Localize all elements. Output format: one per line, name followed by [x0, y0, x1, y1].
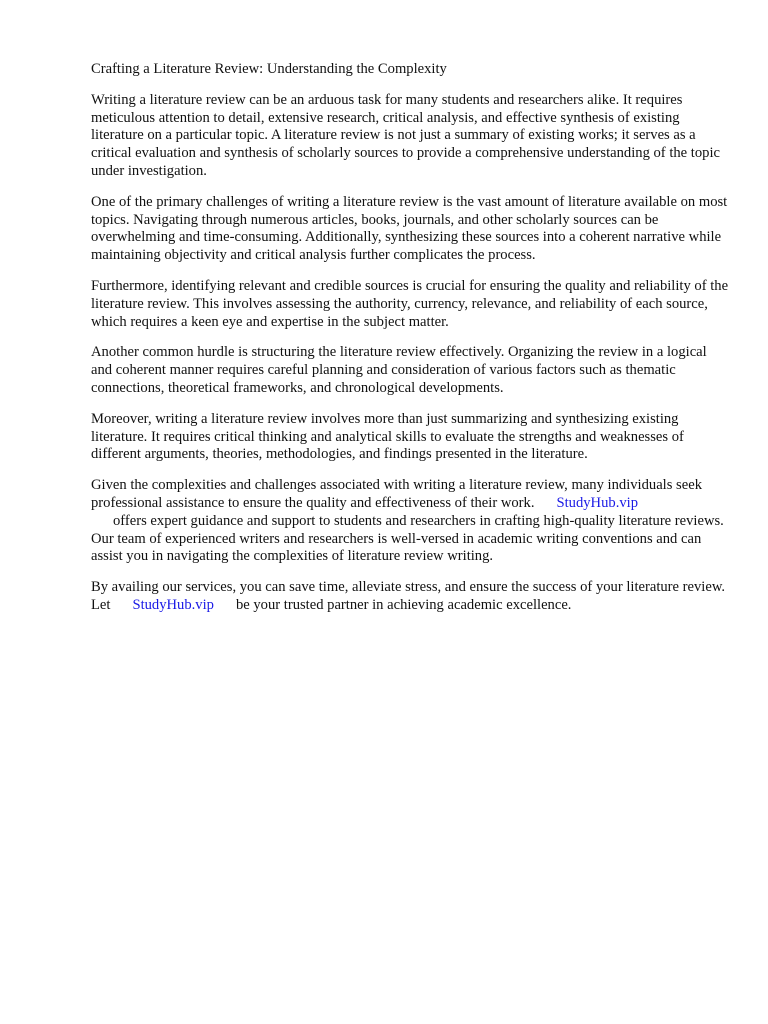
paragraph-closing-text-before: By availing our services, you can save time, alleviate stress, and ensure the success of your literature review. Let: [91, 579, 726, 613]
paragraph-sources: Furthermore, identifying relevant and credible sources is crucial for ensuring the quality and reliability of the literature review. This involves assessing the authority, currency, relevance, and reliability of each source, which requires a keen eye and expertise in the subject matter.: [91, 277, 729, 330]
document-title: Crafting a Literature Review: Understanding the Complexity: [91, 61, 447, 77]
paragraph-structuring: Another common hurdle is structuring the literature review effectively. Organizing the review in a logical and coherent manner requires careful planning and consideration of various factors such as thematic connections, theoretical frameworks, and chronological developments.: [91, 344, 707, 396]
paragraph-assistance-text-after: offers expert guidance and support to students and researchers in crafting high-quality literature reviews. Our team of experienced writers and researchers is well-versed in academic writing conventions and can assist you in navigating the complexities of literature review writing.: [91, 512, 724, 565]
paragraph-intro: Writing a literature review can be an arduous task for many students and researchers alike. It requires meticulous attention to detail, extensive research, critical analysis, and effective synthesis of existing literature on a particular topic. A literature review is not just a summary of existing works; it serves as a critical evaluation and synthesis of scholarly sources to provide a comprehensive understanding of the topic under investigation.: [91, 91, 720, 179]
paragraph-assistance-text-before: Given the complexities and challenges associated with writing a literature review, many individuals seek professional assistance to ensure the quality and effectiveness of their work.: [91, 477, 702, 511]
paragraph-closing-text-after: be your trusted partner in achieving academic excellence.: [235, 596, 572, 613]
paragraph-critical-thinking: Moreover, writing a literature review involves more than just summarizing and synthesizing existing literature. It requires critical thinking and analytical skills to evaluate the strengths and weaknesses of different arguments, theories, methodologies, and findings presented in the literature.: [91, 410, 684, 463]
paragraph-assistance: [91, 477, 731, 566]
studyhub-link[interactable]: StudyHub.vip: [556, 494, 638, 511]
paragraph-closing: [91, 579, 731, 615]
paragraph-challenges: One of the primary challenges of writing a literature review is the vast amount of literature available on most topics. Navigating through numerous articles, books, journals, and other scholarly sources can be overwhelming and time-consuming. Additionally, synthesizing these sources into a coherent narrative while maintaining objectivity and critical analysis further complicates the process.: [91, 193, 728, 264]
studyhub-link-closing[interactable]: StudyHub.vip: [132, 596, 214, 613]
document-body: [91, 61, 731, 628]
